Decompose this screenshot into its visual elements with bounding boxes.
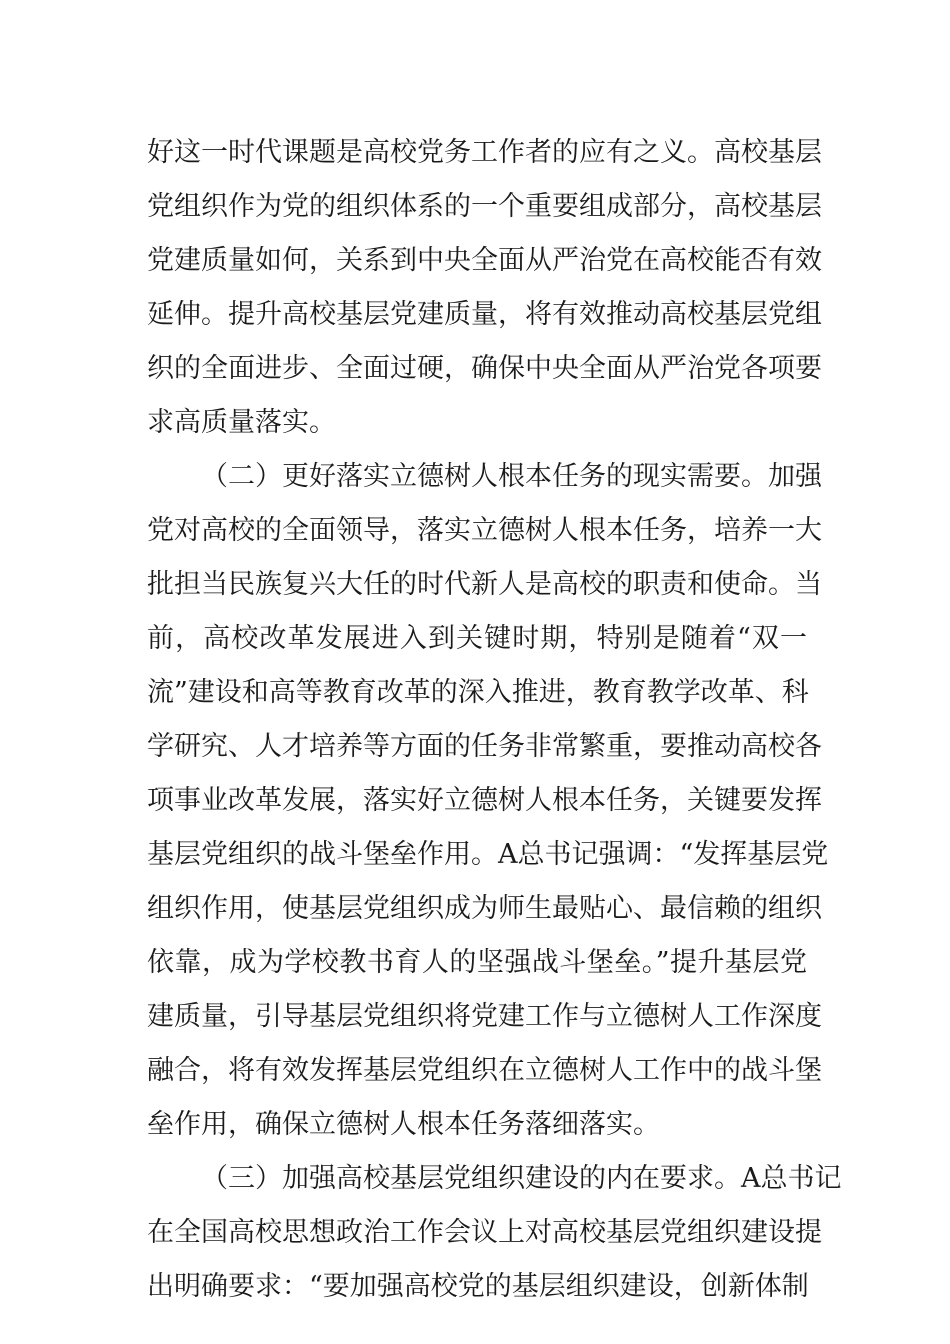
text-line: 垒作用，确保立德树人根本任务落细落实。: [147, 1109, 660, 1140]
section-heading-line: （三）加强高校基层党组织建设的内在要求。A总书记: [201, 1163, 842, 1194]
document-body: [147, 126, 842, 1314]
text-line: 融合，将有效发挥基层党组织在立德树人工作中的战斗堡: [147, 1055, 822, 1086]
text-line: 依靠，成为学校教书育人的坚强战斗堡垒。”提升基层党: [147, 947, 807, 978]
text-line: 好这一时代课题是高校党务工作者的应有之义。高校基层: [147, 137, 822, 168]
text-line: 在全国高校思想政治工作会议上对高校基层党组织建设提: [147, 1217, 822, 1248]
text-line: 组织作用，使基层党组织成为师生最贴心、最信赖的组织: [147, 893, 822, 924]
text-line: 党组织作为党的组织体系的一个重要组成部分，高校基层: [147, 191, 822, 222]
text-line: 项事业改革发展，落实好立德树人根本任务，关键要发挥: [147, 785, 822, 816]
text-line: 织的全面进步、全面过硬，确保中央全面从严治党各项要: [147, 353, 822, 384]
text-line: 基层党组织的战斗堡垒作用。A总书记强调：“发挥基层党: [147, 839, 829, 870]
text-line: 批担当民族复兴大任的时代新人是高校的职责和使命。当: [147, 569, 822, 600]
section-heading-line: （二）更好落实立德树人根本任务的现实需要。加强: [201, 461, 822, 492]
text-line: 前，高校改革发展进入到关键时期，特别是随着“双一: [147, 623, 807, 654]
text-line: 党对高校的全面领导，落实立德树人根本任务，培养一大: [147, 515, 822, 546]
text-line: 出明确要求：“要加强高校党的基层组织建设，创新体制: [147, 1271, 809, 1302]
text-line: 流”建设和高等教育改革的深入推进，教育教学改革、科: [147, 677, 809, 708]
text-line: 学研究、人才培养等方面的任务非常繁重，要推动高校各: [147, 731, 822, 762]
text-line: 党建质量如何，关系到中央全面从严治党在高校能否有效: [147, 245, 822, 276]
text-line: 建质量，引导基层党组织将党建工作与立德树人工作深度: [147, 1001, 822, 1032]
text-line: 求高质量落实。: [147, 407, 336, 438]
text-line: 延伸。提升高校基层党建质量，将有效推动高校基层党组: [147, 299, 822, 330]
